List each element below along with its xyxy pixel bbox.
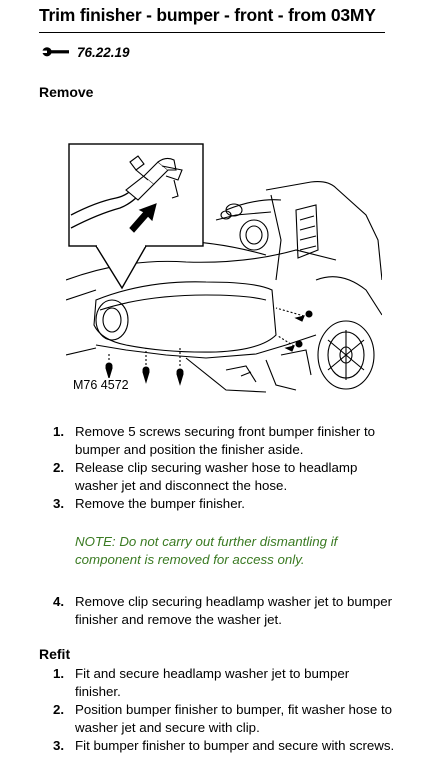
step-text: Remove 5 screws securing front bumper finisher to bumper and position the finisher aside. xyxy=(75,424,376,457)
refit-steps xyxy=(48,665,398,755)
step-number: 2. xyxy=(53,460,65,475)
remove-steps-continued xyxy=(48,593,398,629)
list-item xyxy=(48,701,398,737)
refit-heading: Refit xyxy=(39,646,71,662)
step-text: Release clip securing washer hose to headlamp washer jet and disconnect the hose. xyxy=(75,460,358,493)
remove-steps xyxy=(48,423,398,513)
list-item xyxy=(48,593,398,629)
list-item xyxy=(48,495,398,513)
bumper-finisher-illustration xyxy=(66,140,382,396)
step-number: 1. xyxy=(53,666,65,681)
step-number: 1. xyxy=(53,424,65,439)
step-number: 3. xyxy=(53,738,65,753)
list-item xyxy=(48,665,398,701)
list-item xyxy=(48,423,398,459)
step-number: 3. xyxy=(53,496,65,511)
page-title: Trim finisher - bumper - front - from 03MY xyxy=(39,5,376,25)
spanner-icon xyxy=(42,47,70,57)
operation-code: 76.22.19 xyxy=(77,45,130,60)
remove-heading: Remove xyxy=(39,84,94,100)
note-text: NOTE: Do not carry out further dismantling if component is removed for access only. xyxy=(75,534,338,567)
step-text: Remove the bumper finisher. xyxy=(75,496,245,511)
list-item xyxy=(48,737,398,755)
step-number: 2. xyxy=(53,702,65,717)
step-text: Remove clip securing headlamp washer jet to bumper finisher and remove the washer jet. xyxy=(75,594,393,627)
title-divider xyxy=(39,32,385,33)
step-text: Fit bumper finisher to bumper and secure with screws. xyxy=(75,738,395,753)
figure-code: M76 4572 xyxy=(73,378,129,392)
list-item xyxy=(48,459,398,495)
step-text: Fit and secure headlamp washer jet to bumper finisher. xyxy=(75,666,350,699)
step-text: Position bumper finisher to bumper, fit washer hose to washer jet and secure with clip. xyxy=(75,702,393,735)
step-number: 4. xyxy=(53,594,65,609)
